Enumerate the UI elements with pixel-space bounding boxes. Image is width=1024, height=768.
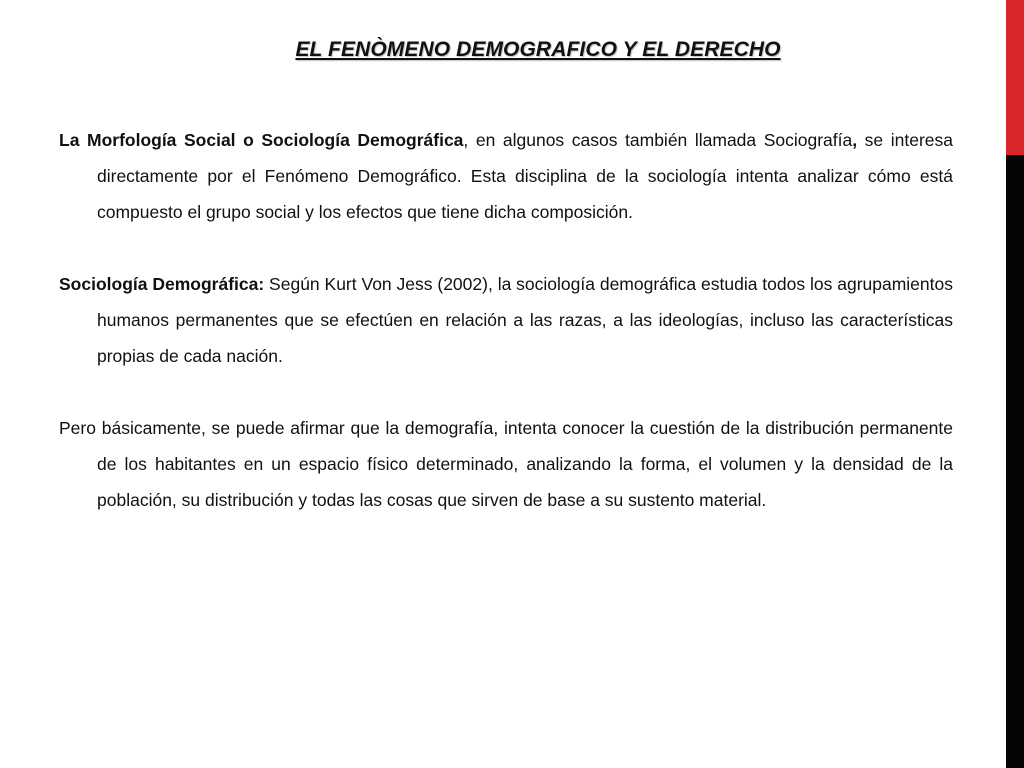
paragraph-text: , en algunos casos también llamada Sociografía	[463, 130, 853, 150]
paragraph-text: Pero básicamente, se puede afirmar que la demografía, intenta conocer la cuestión de la distribución permanente de los habitantes en un espacio físico determinado, analizando la forma, el volumen y la densidad de la población, su distribución y todas las cosas que sirven de base a su sustento material.	[59, 418, 953, 510]
paragraph-text: se interesa directamente por el Fenómeno Demográfico. Esta disciplina de la sociología intenta analizar cómo está compuesto el grupo social y los efectos que tiene dicha composición.	[97, 130, 953, 222]
side-accent-bar	[1006, 0, 1024, 768]
slide-title: EL FENÒMENO DEMOGRAFICO Y EL DERECHO	[295, 38, 781, 61]
paragraph-text: Según Kurt Von Jess (2002), la sociología demográfica estudia todos los agrupamientos humanos permanentes que se efectúen en relación a las razas, a las ideologías, incluso las características propias de cada nación.	[97, 274, 953, 366]
side-accent-black-segment	[1006, 155, 1024, 768]
paragraph-morfologia-social	[59, 122, 953, 230]
slide-body	[59, 122, 953, 554]
paragraph-sociologia-demografica	[59, 266, 953, 374]
paragraph-bold-comma: ,	[852, 130, 858, 150]
side-accent-red-segment	[1006, 0, 1024, 155]
paragraph-demografia-distribucion	[59, 410, 953, 518]
paragraph-lead-bold: La Morfología Social o Sociología Demográfica	[59, 130, 464, 150]
paragraph-lead-bold: Sociología Demográfica:	[59, 274, 265, 294]
